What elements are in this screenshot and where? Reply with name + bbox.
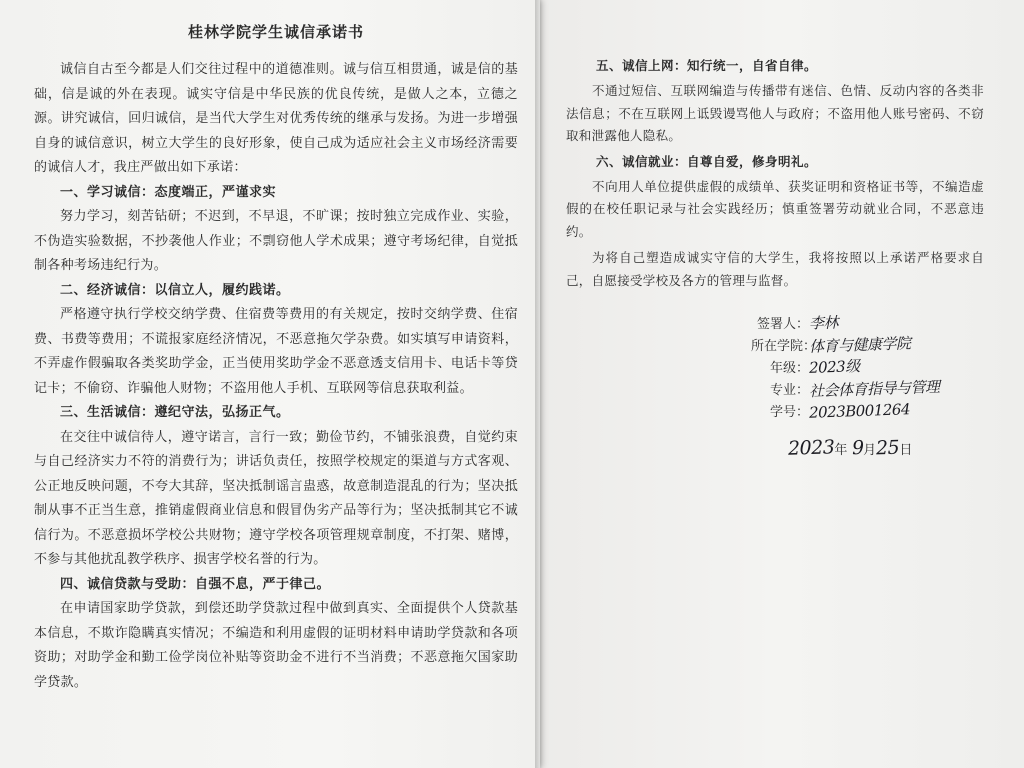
college-label: 所在学院： xyxy=(751,339,817,354)
signature-block xyxy=(751,312,991,422)
closing-paragraph: 为将自己塑造成诚实守信的大学生，我将按照以上承诺严格要求自己，自愿接受学校及各方的管理与监督。 xyxy=(566,250,984,288)
section-body-loan: 在申请国家助学贷款，到偿还助学贷款过程中做到真实、全面提供个人贷款基本信息，不欺诈隐瞒真实情况；不编造和利用虚假的证明材料申请助学贷款和各项资助；对助学金和勤工俭学岗位补贴等资助金不进行不当消费；不恶意拖欠国家助学贷款。 xyxy=(34,601,518,690)
college-handwriting: 体育与健康学院 xyxy=(808,334,911,356)
date-year: 2023 xyxy=(787,436,835,460)
date-day: 25 xyxy=(875,436,900,460)
major-label: 专业： xyxy=(769,383,809,398)
section-body-economy: 严格遵守执行学校交纳学费、住宿费等费用的有关规定，按时交纳学费、住宿费、书费等费用；不谎报家庭经济情况，不恶意拖欠学杂费。如实填写申请资料，不弄虚作假骗取各类奖助学金，正当使用奖助学金不恶意透支信用卡、电话卡等贷记卡；不偷窃、诈骗他人财物；不盗用他人手机、互联网等信息获取利益。 xyxy=(34,307,518,396)
section-body-life: 在交往中诚信待人，遵守诺言，言行一致；勤俭节约，不铺张浪费，自觉约束与自己经济实力不符的消费行为；讲话负责任，按照学校规定的渠道与方式客观、公正地反映问题，不夸大其辞，坚决抵制谣言蛊惑，故意制造混乱的行为；坚决抵制从事不正当生意，推销虚假商业信息和假冒伪劣产品等行为；坚决抵制其它不诚信行为。不恶意损坏学校公共财物；遵守学校各项管理规章制度，不打架、赌博，不参与其他扰乱教学秩序、损害学校名誉的行为。 xyxy=(34,429,518,567)
grade-handwriting: 2023级 xyxy=(808,357,860,377)
section-heading-employment: 六、诚信就业：自尊自爱，修身明礼。 xyxy=(596,153,818,169)
section-heading-study: 一、学习诚信：态度端正，严谨求实 xyxy=(60,184,277,200)
grade-label: 年级： xyxy=(769,361,809,376)
section-body-study: 努力学习，刻苦钻研；不迟到，不早退，不旷课；按时独立完成作业、实验，不伪造实验数据，不抄袭他人作业；不剽窃他人学术成果；遵守考场纪律，自觉抵制各种考场违纪行为。 xyxy=(34,209,518,273)
student-id-row xyxy=(751,400,991,422)
signature-date xyxy=(788,437,912,459)
student-id-label: 学号： xyxy=(769,405,809,420)
student-id-handwriting: 2023B001264 xyxy=(808,400,911,422)
date-month-char: 月 xyxy=(863,443,877,458)
right-page-body xyxy=(566,52,984,292)
college-row xyxy=(751,334,991,356)
right-page xyxy=(536,0,1024,768)
section-heading-loan: 四、诚信贷款与受助：自强不息，严于律己。 xyxy=(60,576,331,592)
section-body-employment: 不向用人单位提供虚假的成绩单、获奖证明和资格证书等，不编造虚假的在校任职记录与社会实践经历；慎重签署劳动就业合同，不恶意违约。 xyxy=(566,178,984,239)
section-heading-economy: 二、经济诚信：以信立人，履约践诺。 xyxy=(60,282,290,298)
date-month: 9 xyxy=(851,436,864,460)
signer-label: 签署人： xyxy=(756,317,809,332)
date-day-char: 日 xyxy=(899,443,913,458)
section-heading-internet: 五、诚信上网：知行统一，自省自律。 xyxy=(596,58,818,73)
section-body-internet: 不通过短信、互联网编造与传播带有迷信、色情、反动内容的各类非法信息；不在互联网上诋毁谩骂他人与政府；不盗用他人账号密码、不窃取和泄露他人隐私。 xyxy=(566,83,984,143)
document-title: 桂林学院学生诚信承诺书 xyxy=(187,23,364,41)
major-row xyxy=(751,378,991,400)
intro-paragraph: 诚信自古至今都是人们交往过程中的道德准则。诚与信互相贯通，诚是信的基础，信是诚的外在表现。诚实守信是中华民族的优良传统，是做人之本，立德之源。讲究诚信，回归诚信，是当代大学生对优秀传统的继承与发扬。为进一步增强自身的诚信意识，树立大学生的良好形象，使自己成为适应社会主义市场经济需要的诚信人才，我庄严做出如下承诺： xyxy=(34,62,518,175)
section-heading-life: 三、生活诚信：遵纪守法，弘扬正气。 xyxy=(60,405,290,420)
page-gutter-shadow xyxy=(535,0,543,768)
left-page-body xyxy=(34,58,518,695)
date-year-char: 年 xyxy=(834,443,848,458)
major-handwriting: 社会体育指导与管理 xyxy=(808,377,940,401)
grade-row xyxy=(751,356,991,378)
signer-row xyxy=(751,312,991,334)
signer-handwriting: 李林 xyxy=(808,313,839,333)
